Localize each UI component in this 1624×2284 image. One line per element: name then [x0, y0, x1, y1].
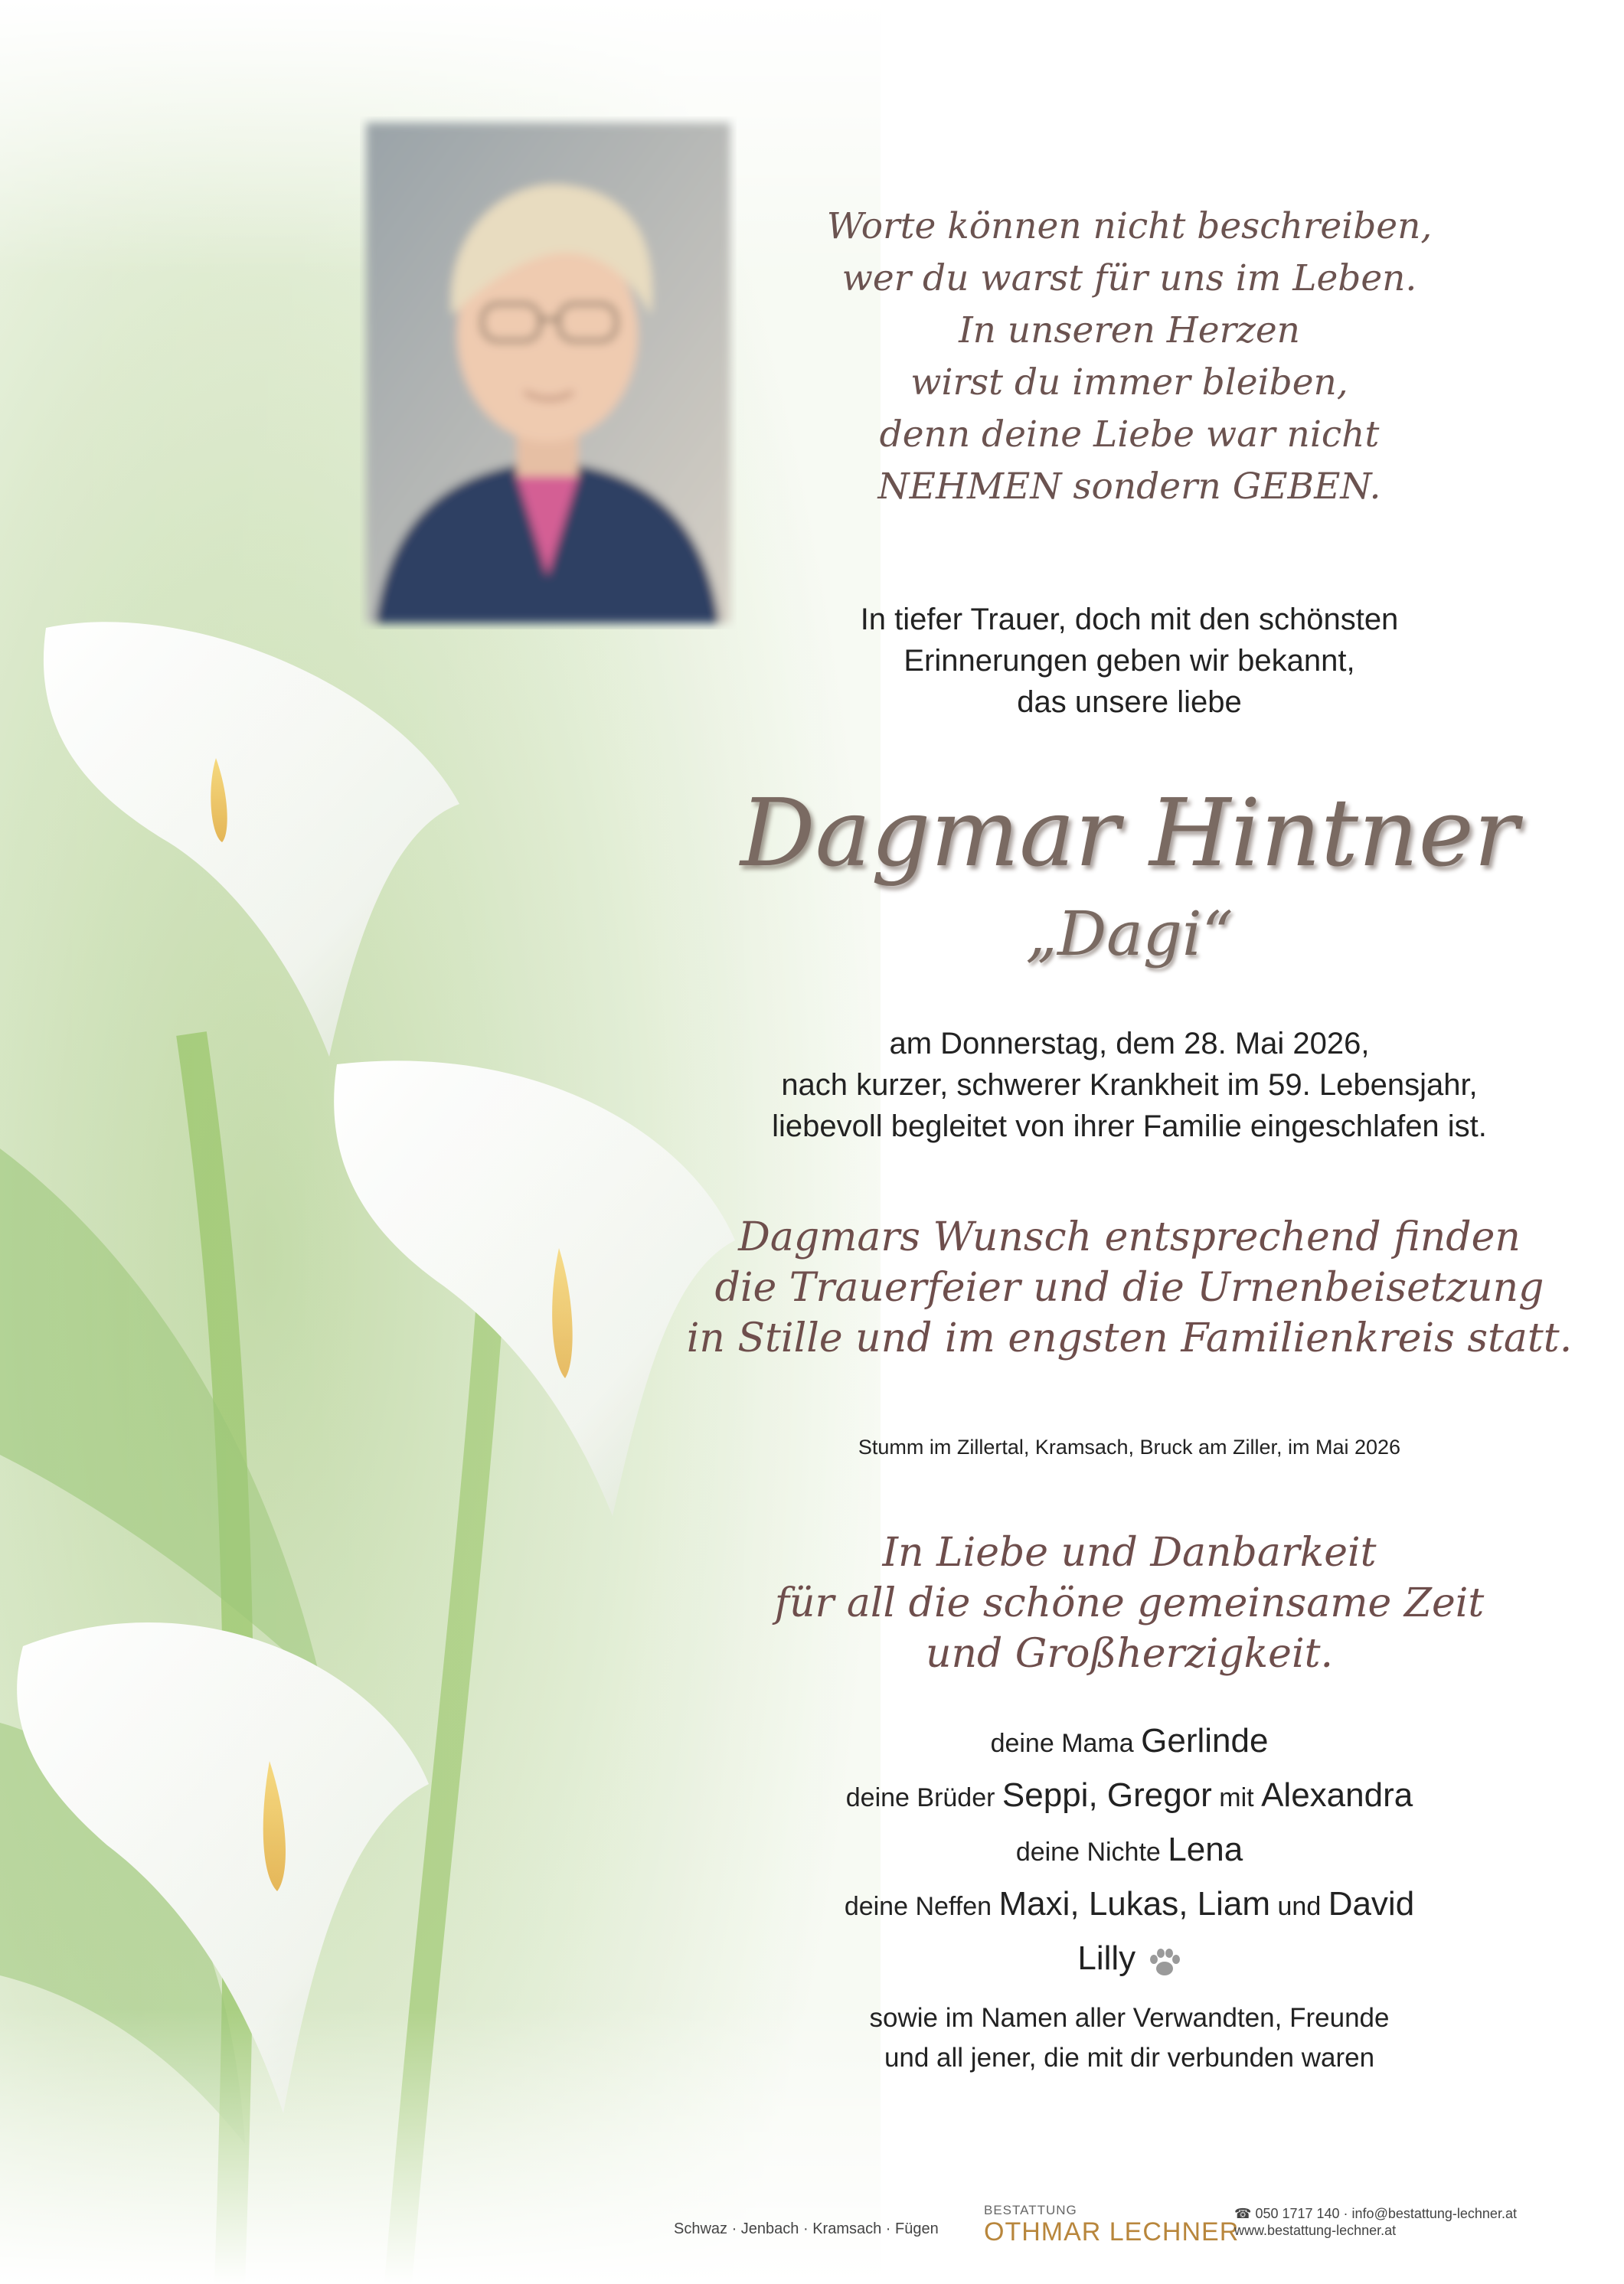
death-notice [674, 1023, 1585, 1147]
family-list [674, 1715, 1585, 1987]
contact-text: 050 1717 140 · info@bestattung-lechner.at [1255, 2206, 1517, 2221]
intro-line: Erinnerungen geben wir bekannt, [903, 644, 1355, 678]
family-name: Lena [1168, 1831, 1243, 1868]
motto-line: In unseren Herzen [959, 309, 1300, 351]
thanks-line: und Großherzigkeit. [925, 1631, 1333, 1677]
deceased-nickname: „Dagi“ [1025, 898, 1234, 969]
funeral-home-logo [984, 2203, 1239, 2246]
motto-poem [674, 201, 1585, 513]
death-notice-line: nach kurzer, schwerer Krankheit im 59. Lebensjahr, [781, 1068, 1478, 1102]
logo-subtitle: BESTATTUNG [984, 2203, 1077, 2217]
motto-line: Worte können nicht beschreiben, [826, 205, 1433, 247]
family-name: David [1328, 1885, 1415, 1923]
motto-line: NEHMEN sondern GEBEN. [877, 466, 1381, 508]
family-label: deine Neffen [844, 1892, 992, 1921]
footer-locations: Schwaz · Jenbach · Kramsach · Fügen [674, 2220, 939, 2237]
thanks-line: In Liebe und Danbarkeit [882, 1530, 1377, 1576]
family-label: deine Nichte [1015, 1838, 1161, 1867]
closing-text [674, 1998, 1585, 2078]
funeral-wish [674, 1212, 1585, 1364]
death-notice-line: am Donnerstag, dem 28. Mai 2026, [889, 1027, 1370, 1060]
family-nephews [674, 1878, 1585, 1933]
logo-brand: OTHMAR LECHNER [984, 2217, 1240, 2246]
family-name: Alexandra [1261, 1776, 1413, 1814]
intro-text [674, 599, 1585, 723]
footer-contact-line [1234, 2205, 1517, 2222]
wish-line: die Trauerfeier und die Urnenbeisetzung [714, 1265, 1544, 1311]
family-brothers [674, 1769, 1585, 1824]
wish-line: in Stille und im engsten Familienkreis statt. [686, 1315, 1573, 1361]
family-label: deine Brüder [845, 1783, 995, 1812]
website-link[interactable]: www.bestattung-lechner.at [1234, 2223, 1397, 2238]
deceased-name: Dagmar Hintner [740, 779, 1519, 887]
family-name: Lilly [1077, 1939, 1136, 1977]
family-connector: und [1277, 1892, 1322, 1921]
family-name: Maxi, Lukas, Liam [998, 1885, 1271, 1923]
family-name: Gerlinde [1141, 1722, 1269, 1760]
death-notice-line: liebevoll begleitet von ihrer Familie eingeschlafen ist. [772, 1109, 1487, 1143]
intro-line: das unsere liebe [1017, 685, 1242, 719]
motto-line: wer du warst für uns im Leben. [841, 257, 1417, 299]
family-connector: mit [1219, 1783, 1254, 1812]
thanks-text [674, 1528, 1585, 1679]
paw-icon [1148, 1947, 1181, 1978]
phone-icon: ☎ [1234, 2206, 1252, 2221]
closing-line: und all jener, die mit dir verbunden waren [884, 2043, 1375, 2073]
family-pet [674, 1933, 1585, 1987]
wish-line: Dagmars Wunsch entsprechend finden [738, 1214, 1521, 1260]
family-label: deine Mama [990, 1729, 1134, 1758]
family-mama [674, 1715, 1585, 1769]
family-name: Seppi, Gregor [1002, 1776, 1212, 1814]
motto-line: wirst du immer bleiben, [910, 361, 1348, 404]
thanks-line: für all die schöne gemeinsame Zeit [774, 1580, 1485, 1626]
footer-contact [1234, 2205, 1517, 2239]
place-date: Stumm im Zillertal, Kramsach, Bruck am Ziller, im Mai 2026 [858, 1436, 1401, 1459]
intro-line: In tiefer Trauer, doch mit den schönsten [860, 603, 1399, 636]
closing-line: sowie im Namen aller Verwandten, Freunde [869, 2003, 1390, 2033]
family-niece [674, 1824, 1585, 1878]
motto-line: denn deine Liebe war nicht [879, 413, 1380, 456]
